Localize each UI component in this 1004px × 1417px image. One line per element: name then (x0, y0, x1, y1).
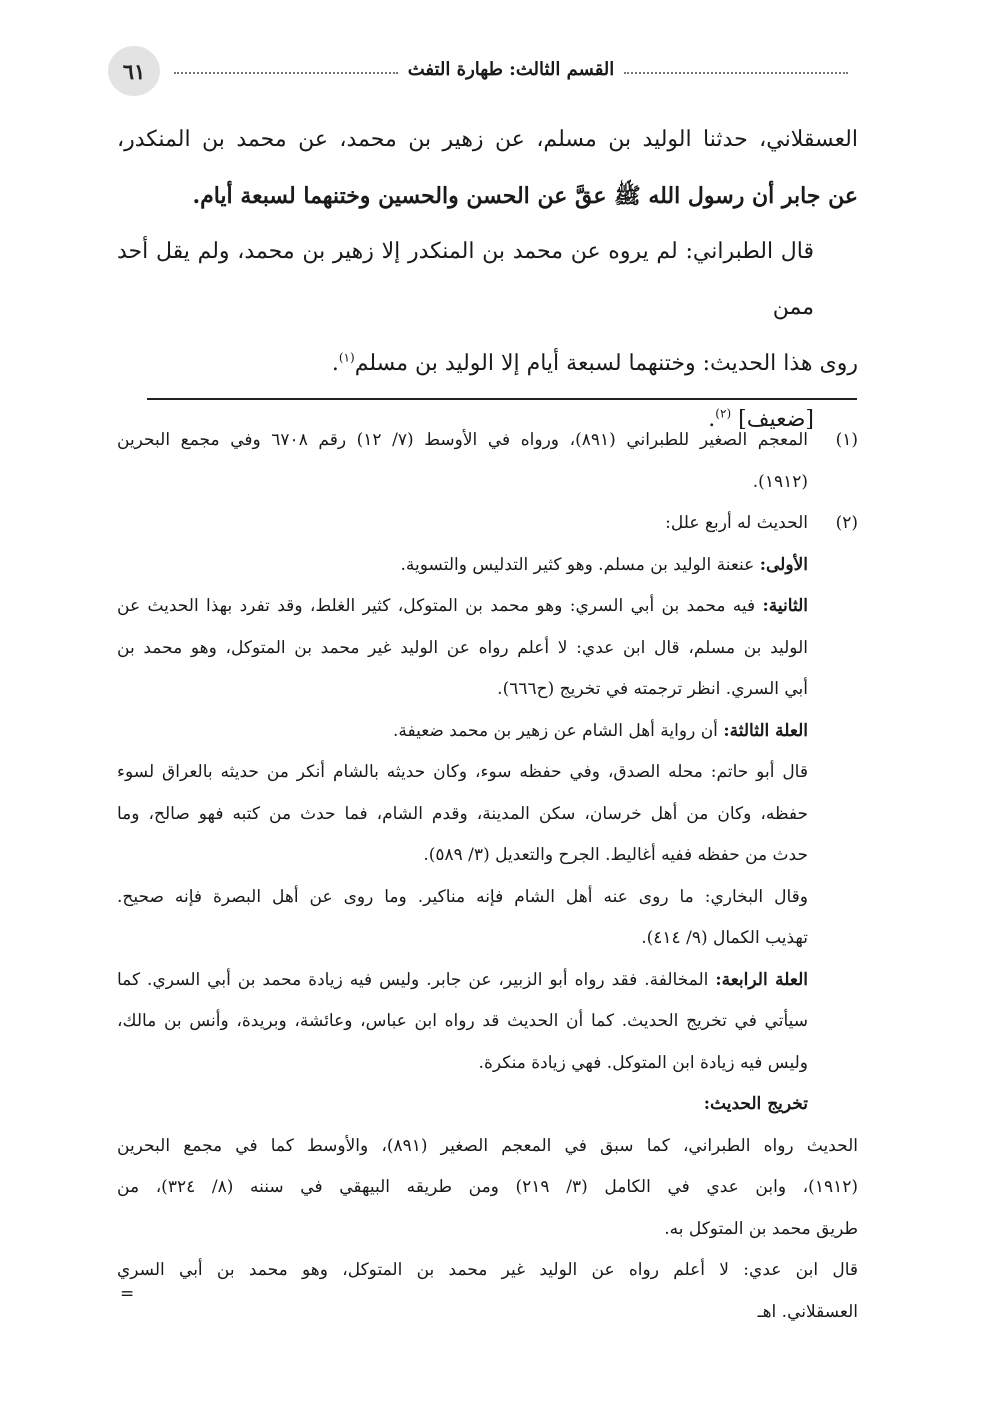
footnote-2 (117, 503, 858, 1126)
footnote-body (117, 503, 808, 1126)
footnote-line: حفظه، وكان من أهل خرسان، سكن المدينة، وقدم الشام، فما حدث من كتبه فهو صالح، وما (117, 803, 808, 824)
text-line: قال الطبراني: لم يروه عن محمد بن المنكدر إلا زهير بن محمد، ولم يقل أحد ممن (117, 239, 814, 320)
footnote-line: سيأتي في تخريج الحديث. كما أن الحديث قد رواه ابن عباس، وعائشة، وبريدة، وأنس بن مالك، (117, 1011, 808, 1031)
footnote-ref: (٢) (715, 406, 732, 421)
footnote-mark: (١) (835, 430, 858, 450)
footnote-line (117, 960, 808, 1002)
footnote-line (117, 545, 808, 587)
text-span: المخالفة. فقد رواه أبو الزبير، عن جابر. وليس فيه زيادة محمد بن أبي السري. كما (117, 969, 716, 990)
footnote-line: الحديث رواه الطبراني، كما سبق في المعجم الصغير (٨٩١)، والأوسط كما في مجمع البحرين (117, 1135, 858, 1156)
running-title (174, 56, 848, 82)
page-number: ٦١ (108, 46, 160, 96)
text-line (117, 336, 858, 392)
grade-label: [ضعيف] (738, 407, 814, 432)
page-header (108, 46, 848, 96)
footnote-separator (147, 398, 857, 400)
footnote-mark: (٢) (835, 513, 858, 533)
footnote-line: الحديث له أربع علل: (665, 513, 808, 533)
text-span: فيه محمد بن أبي السري: وهو محمد بن المتوكل، كثير الغلط، وقد تفرد بهذا الحديث عن (117, 596, 763, 616)
footnote-ref: (١) (338, 350, 355, 365)
text-span: أن رواية أهل الشام عن زهير بن محمد ضعيفة. (392, 720, 724, 741)
footnote-line: (١٩١٢). (752, 471, 808, 492)
footnote-2-continued (117, 1126, 858, 1334)
text-span: . (331, 351, 339, 376)
text-span: عنعنة الوليد بن مسلم. وهو كثير التدليس والتسوية. (400, 554, 760, 575)
text-line: العسقلاني، حدثنا الوليد بن مسلم، عن زهير بن محمد، عن محمد بن المنكدر، (117, 127, 858, 152)
footnote-line: المعجم الصغير للطبراني (٨٩١)، ورواه في الأوسط (٧/ ١٢) رقم ٦٧٠٨ وفي مجمع البحرين (117, 430, 808, 450)
defect-label: العلة الرابعة: (715, 969, 808, 990)
footnote-line: (١٩١٢)، وابن عدي في الكامل (٣/ ٢١٩) ومن طريقه البيهقي في سننه (٨/ ٣٢٤)، من (117, 1177, 858, 1197)
defect-label: الأولى: (759, 554, 808, 575)
footnote-line: قال ابن عدي: لا أعلم رواه عن الوليد غير محمد بن المتوكل، وهو محمد بن أبي السري (117, 1260, 858, 1280)
footnote-line (117, 586, 808, 628)
section-title: القسم الثالث: طهارة التفث (407, 58, 615, 80)
footnote-line: تهذيب الكمال (٩/ ٤١٤). (641, 928, 808, 948)
footnote-line: أبي السري. انظر ترجمته في تخريج (ح٦٦٦). (497, 679, 808, 699)
takhrij-heading: تخريج الحديث: (703, 1094, 808, 1114)
footnote-line (117, 711, 808, 753)
footnote-line: العسقلاني. اهـ (757, 1301, 858, 1322)
text-span: روى هذا الحديث: وختنهما لسبعة أيام إلا الوليد بن مسلم (354, 351, 858, 376)
footnote-body (117, 1126, 858, 1334)
hadith-text: عن جابر أن رسول الله ﷺ عقَّ عن الحسن والحسين وختنهما لسبعة أيام. (192, 183, 858, 209)
defect-label: العلة الثالثة: (723, 720, 808, 741)
footnote-line: وقال البخاري: ما روى عنه أهل الشام فإنه مناكير. وما روى عن أهل البصرة فإنه صحيح. (117, 886, 808, 907)
footnote-body (117, 420, 808, 503)
continuation-mark: = (120, 1284, 135, 1304)
footnote-line: طريق محمد بن المتوكل به. (664, 1218, 858, 1239)
defect-label: الثانية: (762, 596, 808, 616)
dotted-leader-left (174, 72, 398, 74)
footnote-line: قال أبو حاتم: محله الصدق، وفي حفظه سوء، وكان حديثه بالشام أنكر من حديثه بالعراق لسوء (117, 762, 808, 782)
footnote-line: حدث من حفظه ففيه أغاليط. الجرح والتعديل (٣/ ٥٨٩). (423, 845, 808, 865)
footnote-1 (117, 420, 858, 503)
footnotes (117, 420, 858, 1333)
footnote-line: وليس فيه زيادة ابن المتوكل. فهي زيادة منكرة. (478, 1052, 808, 1073)
text-span: . (708, 407, 716, 432)
footnote-line: الوليد بن مسلم، قال ابن عدي: لا أعلم رواه عن الوليد غير محمد بن المتوكل، وهو محمد بن (117, 637, 808, 658)
dotted-leader-right (624, 72, 848, 74)
